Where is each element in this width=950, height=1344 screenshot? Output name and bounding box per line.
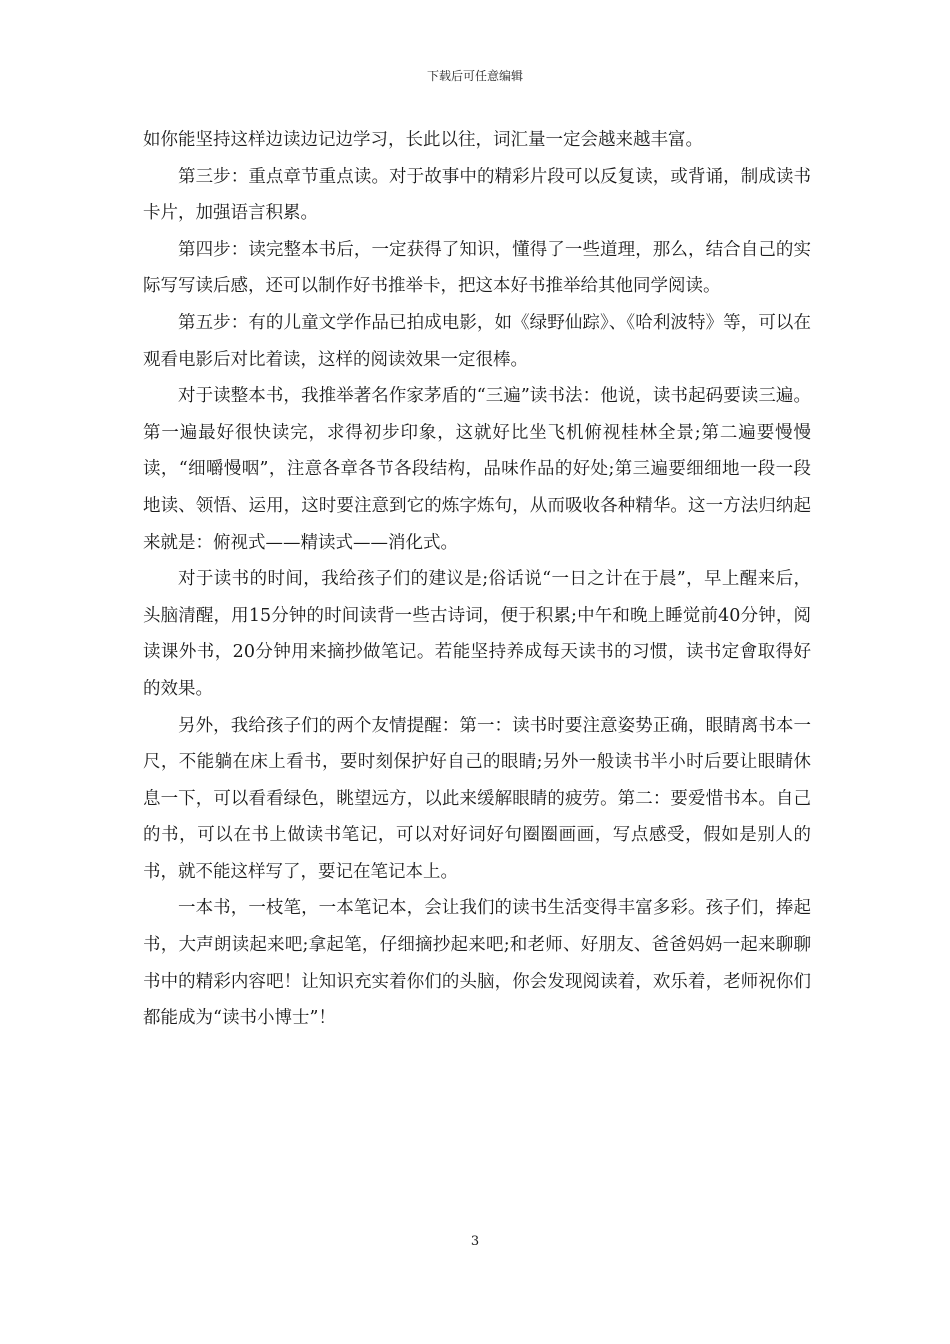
paragraph-step-four: 第四步：读完整本书后，一定获得了知识，懂得了一些道理，那么，结合自己的实际写写读后感，还可以制作好书推举卡，把这本好书推举给其他同学阅读。 — [143, 239, 811, 297]
paragraph-conclusion: 一本书，一枝笔，一本笔记本，会让我们的读书生活变得丰富多彩。孩子们，捧起书，大声朗读起来吧;拿起笔，仔细摘抄起来吧;和老师、好朋友、爸爸妈妈一起来聊聊书中的精彩内容吧！让知识充实着你们的头脑，你会发现阅读着，欢乐着，老师祝你们都能成为“读书小博士”！ — [143, 898, 811, 1029]
paragraph-reading-time: 对于读书的时间，我给孩子们的建议是;俗话说“一日之计在于晨”，早上醒来后，头脑清醒，用15分钟的时间读背一些古诗词，便于积累;中午和晚上睡觉前40分钟，阅读课外书，20分钟用来摘抄做笔记。若能坚持养成每天读书的习惯，读书定會取得好的效果。 — [143, 569, 811, 699]
page-header: 下载后可任意编辑 — [426, 69, 523, 83]
paragraph-step-five: 第五步：有的儿童文学作品已拍成电影，如《绿野仙踪》、《哈利波特》等，可以在观看电影后对比着读，这样的阅读效果一定很棒。 — [143, 312, 811, 370]
page-number: 3 — [470, 1234, 480, 1249]
paragraph-friendly-reminders: 另外，我给孩子们的两个友情提醒：第一：读书时要注意姿势正确，眼睛离书本一尺，不能躺在床上看书，要时刻保护好自己的眼睛;另外一般读书半小时后要让眼睛休息一下，可以看看绿色，眺望远方，以此来缓解眼睛的疲劳。第二：要爱惜书本。自己的书，可以在书上做读书笔记，可以对好词好句圈圈画画，写点感受，假如是别人的书，就不能这样写了，要记在笔记本上。 — [143, 715, 811, 882]
document-body — [143, 122, 811, 1037]
paragraph-continuation: 如你能坚持这样边读边记边学习，长此以往，词汇量一定会越来越丰富。 — [143, 130, 703, 150]
paragraph-three-reads-method: 对于读整本书，我推举著名作家茅盾的“三遍”读书法：他说，读书起码要读三遍。第一遍最好很快读完，求得初步印象，这就好比坐飞机俯视桂林全景;第二遍要慢慢读，“细嚼慢咽”，注意各章各节各段结构，品味作品的好处;第三遍要细细地一段一段地读、领悟、运用，这时要注意到它的炼字炼句，从而吸收各种精华。这一方法归纳起来就是：俯视式——精读式——消化式。 — [143, 386, 811, 553]
paragraph-step-three: 第三步：重点章节重点读。对于故事中的精彩片段可以反复读，或背诵，制成读书卡片，加强语言积累。 — [143, 166, 811, 224]
